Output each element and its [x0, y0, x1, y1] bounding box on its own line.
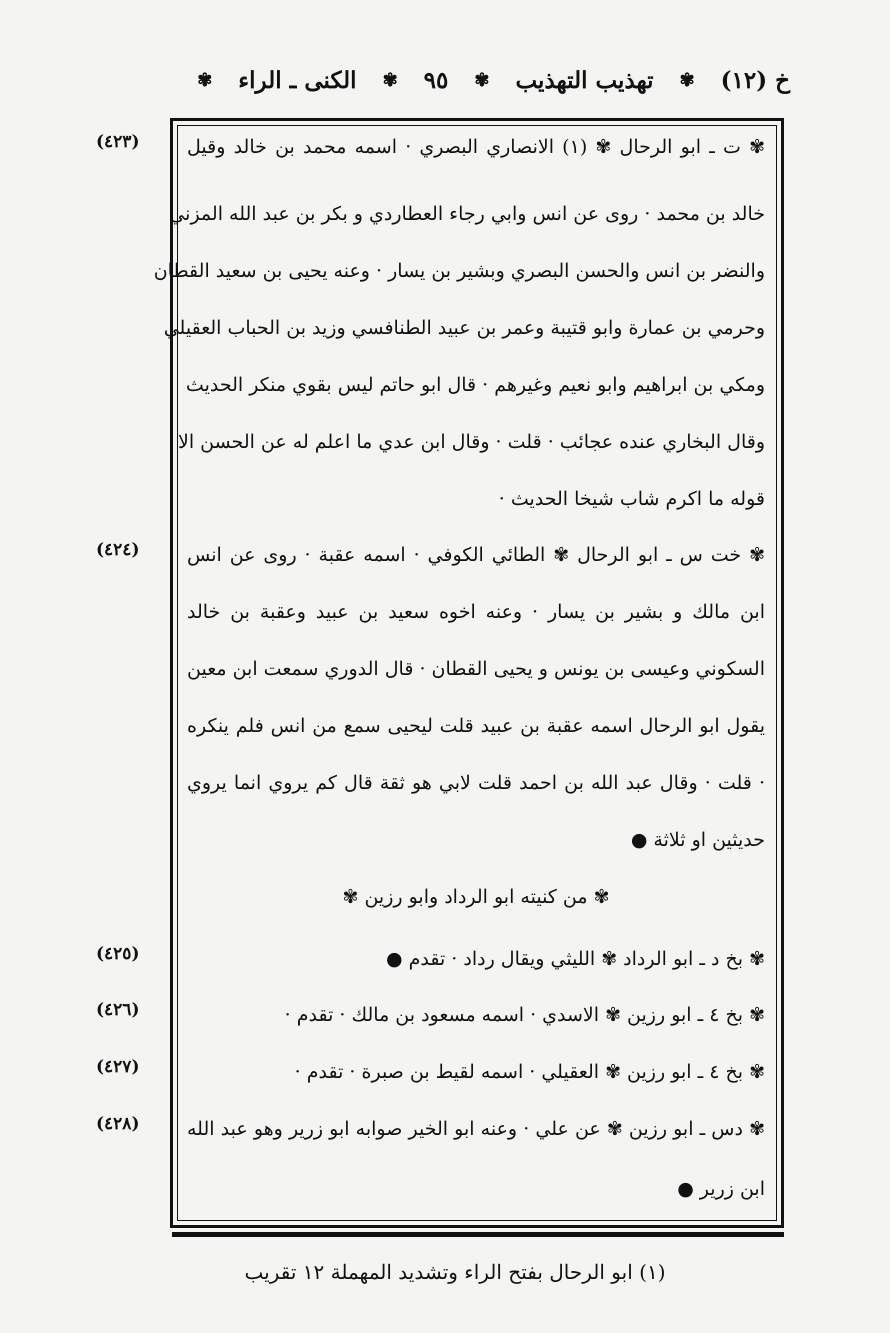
text-line: ✾ خت س ـ ابو الرحال ✾ الطائي الكوفي · اسمه عقبة · روى عن انس — [187, 544, 765, 566]
ornament-icon: ✾ — [197, 69, 213, 91]
ornament-icon: ✾ — [474, 69, 490, 91]
text-line: وحرمي بن عمارة وابو قتيبة وعمر بن عبيد الطنافسي وزيد بن الحباب العقيلي — [163, 317, 765, 339]
frame-bottom-rule — [172, 1232, 784, 1237]
entry-number: (٤٢٤) — [96, 540, 140, 560]
text-line: السكوني وعيسى بن يونس و يحيى القطان · قال الدوري سمعت ابن معين — [187, 658, 765, 680]
text-line: · قلت · وقال عبد الله بن احمد قلت لابي هو ثقة قال كم يروي انما يروي — [187, 772, 765, 794]
text-line: ✾ بخ د ـ ابو الرداد ✾ الليثي ويقال رداد · تقدم ● — [386, 948, 765, 970]
header-title: تهذيب التهذيب — [515, 66, 654, 94]
text-line: ✾ دس ـ ابو رزين ✾ عن علي · وعنه ابو الخير صوابه ابو زرير وهو عبد الله — [187, 1118, 765, 1140]
text-line: ✾ بخ ٤ ـ ابو رزين ✾ العقيلي · اسمه لقيط بن صبرة · تقدم · — [294, 1061, 765, 1083]
text-line: خالد بن محمد · روى عن انس وابي رجاء العطاردي و بكر بن عبد الله المزني — [169, 203, 765, 225]
ornament-icon: ✾ — [679, 69, 695, 91]
entry-number: (٤٢٣) — [96, 132, 140, 152]
header-topic: الكنى ـ الراء — [238, 66, 357, 94]
page-number: ٩٥ — [423, 66, 449, 94]
text-line: ابن مالك و بشير بن يسار · وعنه اخوه سعيد بن عبيد وعقبة بن خالد — [187, 601, 765, 623]
header-section: خ (١٢) — [720, 66, 790, 94]
text-line: والنضر بن انس والحسن البصري وبشير بن يسار · وعنه يحيى بن سعيد القطان — [153, 260, 765, 282]
entry-number: (٤٢٥) — [96, 944, 140, 964]
text-line: ✾ بخ ٤ ـ ابو رزين ✾ الاسدي · اسمه مسعود بن مالك · تقدم · — [284, 1004, 765, 1026]
text-line: يقول ابو الرحال اسمه عقبة بن عبيد قلت ليحيى سمع من انس فلم ينكره — [187, 715, 765, 737]
footnote: (١) ابو الرحال بفتح الراء وتشديد المهملة ١٢ تقريب — [244, 1260, 666, 1284]
entry-number: (٤٢٧) — [96, 1057, 140, 1077]
entry-number: (٤٢٨) — [96, 1114, 140, 1134]
text-line: ✾ ت ـ ابو الرحال ✾ (١) الانصاري البصري · اسمه محمد بن خالد وقيل — [187, 136, 765, 158]
ornament-icon: ✾ — [382, 69, 398, 91]
text-line: وقال البخاري عنده عجائب · قلت · وقال ابن عدي ما اعلم له عن الحسن الا — [177, 431, 765, 453]
text-line: ومكي بن ابراهيم وابو نعيم وغيرهم · قال ابو حاتم ليس بقوي منكر الحديث — [185, 374, 765, 396]
section-heading: ✾ من كنيته ابو الرداد وابو رزين ✾ — [342, 886, 610, 908]
text-line: حديثين او ثلاثة ● — [630, 829, 765, 851]
text-line: قوله ما اكرم شاب شيخا الحديث · — [498, 488, 765, 510]
text-line: ابن زرير ● — [677, 1178, 765, 1200]
entry-number: (٤٢٦) — [96, 1000, 140, 1020]
page-header — [160, 62, 790, 98]
